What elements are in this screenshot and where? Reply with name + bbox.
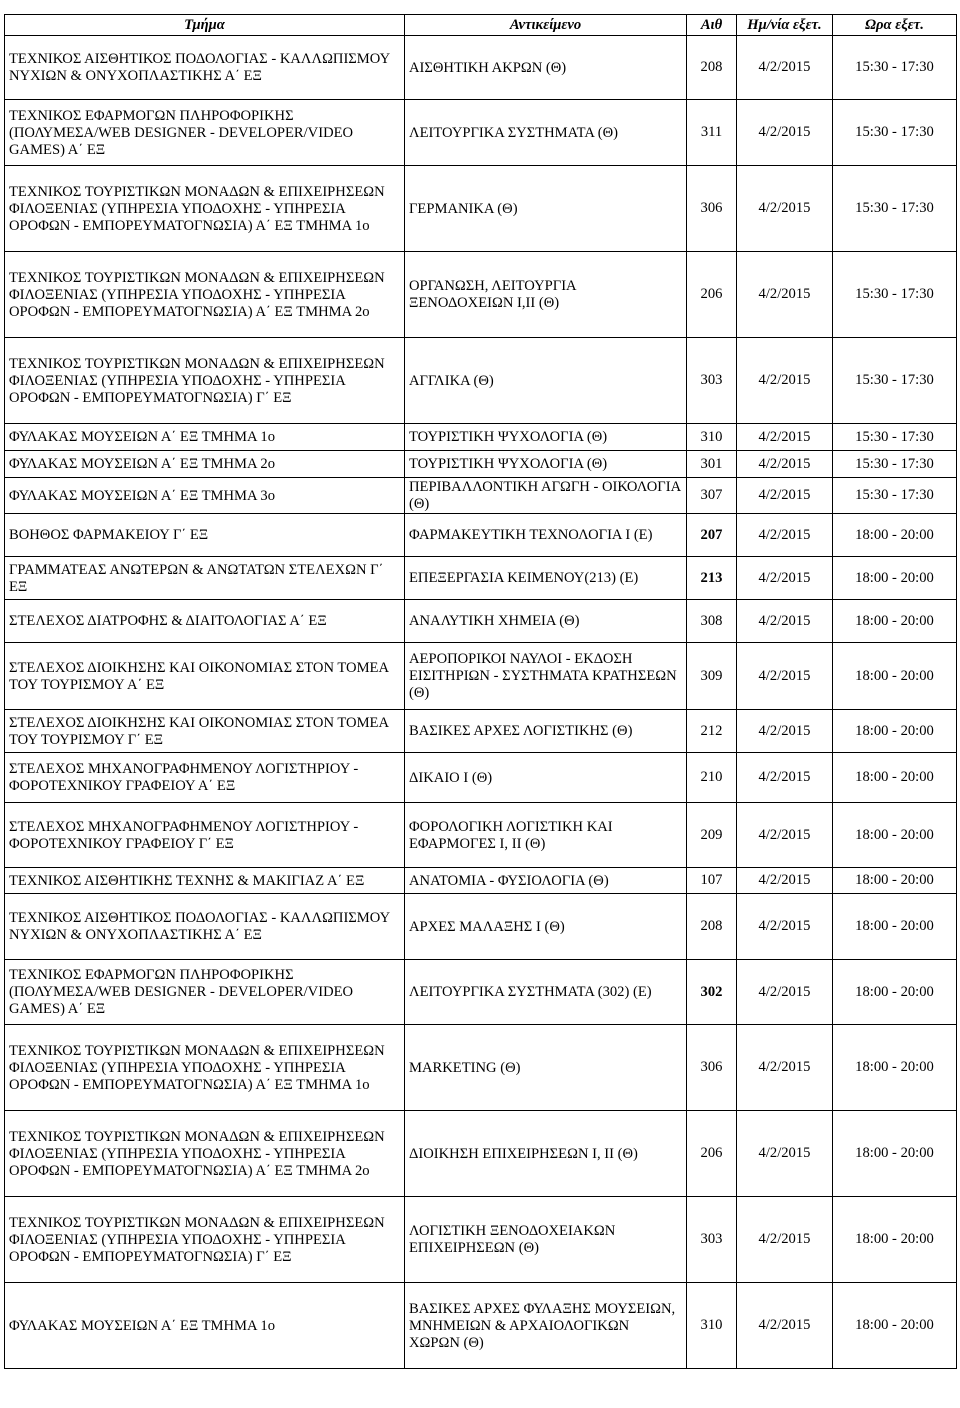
table-row bbox=[5, 514, 957, 557]
cell-subject: ΠΕΡΙΒΑΛΛΟΝΤΙΚΗ ΑΓΩΓΗ - ΟΙΚΟΛΟΓΙΑ (Θ) bbox=[405, 478, 687, 514]
table-row bbox=[5, 1025, 957, 1111]
cell-date: 4/2/2015 bbox=[737, 960, 833, 1025]
table-row bbox=[5, 166, 957, 252]
cell-department: ΤΕΧΝΙΚΟΣ ΤΟΥΡΙΣΤΙΚΩΝ ΜΟΝΑΔΩΝ & ΕΠΙΧΕΙΡΗΣΕΩΝ ΦΙΛΟΞΕΝΙΑΣ (ΥΠΗΡΕΣΙΑ ΥΠΟΔΟΧΗΣ - ΥΠΗΡΕΣΙΑ ΟΡΟΦΩΝ - ΕΜΠΟΡΕΥΜΑΤΟΓΝΩΣΙΑ) Γ΄ ΕΞ bbox=[5, 1197, 405, 1283]
table-body bbox=[5, 36, 957, 1369]
cell-date: 4/2/2015 bbox=[737, 868, 833, 894]
cell-time: 18:00 - 20:00 bbox=[833, 960, 957, 1025]
cell-department: ΓΡΑΜΜΑΤΕΑΣ ΑΝΩΤΕΡΩΝ & ΑΝΩΤΑΤΩΝ ΣΤΕΛΕΧΩΝ Γ΄ ΕΞ bbox=[5, 557, 405, 600]
cell-department: ΣΤΕΛΕΧΟΣ ΔΙΟΙΚΗΣΗΣ ΚΑΙ ΟΙΚΟΝΟΜΙΑΣ ΣΤΟΝ ΤΟΜΕΑ ΤΟΥ ΤΟΥΡΙΣΜΟΥ Α΄ ΕΞ bbox=[5, 643, 405, 710]
cell-department: ΣΤΕΛΕΧΟΣ ΜΗΧΑΝΟΓΡΑΦΗΜΕΝΟΥ ΛΟΓΙΣΤΗΡΙΟΥ - ΦΟΡΟΤΕΧΝΙΚΟΥ ΓΡΑΦΕΙΟΥ Γ΄ ΕΞ bbox=[5, 803, 405, 868]
cell-subject: ΑΝΑΛΥΤΙΚΗ ΧΗΜΕΙΑ (Θ) bbox=[405, 600, 687, 643]
cell-room: 303 bbox=[687, 338, 737, 424]
cell-time: 15:30 - 17:30 bbox=[833, 478, 957, 514]
table-row bbox=[5, 643, 957, 710]
header-time: Ωρα εξετ. bbox=[833, 15, 957, 36]
cell-department: ΦΥΛΑΚΑΣ ΜΟΥΣΕΙΩΝ Α΄ ΕΞ ΤΜΗΜΑ 2ο bbox=[5, 451, 405, 478]
cell-subject: ΤΟΥΡΙΣΤΙΚΗ ΨΥΧΟΛΟΓΙΑ (Θ) bbox=[405, 451, 687, 478]
cell-room: 213 bbox=[687, 557, 737, 600]
cell-subject: ΓΕΡΜΑΝΙΚΑ (Θ) bbox=[405, 166, 687, 252]
table-row bbox=[5, 557, 957, 600]
table-row bbox=[5, 960, 957, 1025]
table-row bbox=[5, 894, 957, 960]
cell-subject: ΔΙΟΙΚΗΣΗ ΕΠΙΧΕΙΡΗΣΕΩΝ Ι, ΙΙ (Θ) bbox=[405, 1111, 687, 1197]
table-row bbox=[5, 1197, 957, 1283]
table-row bbox=[5, 424, 957, 451]
cell-date: 4/2/2015 bbox=[737, 100, 833, 166]
table-row bbox=[5, 338, 957, 424]
cell-subject: ΔΙΚΑΙΟ Ι (Θ) bbox=[405, 753, 687, 803]
cell-time: 18:00 - 20:00 bbox=[833, 753, 957, 803]
cell-time: 18:00 - 20:00 bbox=[833, 557, 957, 600]
table-row bbox=[5, 710, 957, 753]
cell-date: 4/2/2015 bbox=[737, 1283, 833, 1369]
cell-subject: ΕΠΕΞΕΡΓΑΣΙΑ ΚΕΙΜΕΝΟΥ(213) (Ε) bbox=[405, 557, 687, 600]
table-row bbox=[5, 100, 957, 166]
exam-schedule-table bbox=[4, 14, 957, 1369]
cell-date: 4/2/2015 bbox=[737, 753, 833, 803]
cell-department: ΤΕΧΝΙΚΟΣ ΤΟΥΡΙΣΤΙΚΩΝ ΜΟΝΑΔΩΝ & ΕΠΙΧΕΙΡΗΣΕΩΝ ΦΙΛΟΞΕΝΙΑΣ (ΥΠΗΡΕΣΙΑ ΥΠΟΔΟΧΗΣ - ΥΠΗΡΕΣΙΑ ΟΡΟΦΩΝ - ΕΜΠΟΡΕΥΜΑΤΟΓΝΩΣΙΑ) Α΄ ΕΞ ΤΜΗΜΑ 2ο bbox=[5, 1111, 405, 1197]
cell-subject: ΑΡΧΕΣ ΜΑΛΑΞΗΣ Ι (Θ) bbox=[405, 894, 687, 960]
cell-date: 4/2/2015 bbox=[737, 166, 833, 252]
table-row bbox=[5, 868, 957, 894]
cell-subject: ΑΙΣΘΗΤΙΚΗ ΑΚΡΩΝ (Θ) bbox=[405, 36, 687, 100]
cell-time: 18:00 - 20:00 bbox=[833, 1197, 957, 1283]
cell-room: 301 bbox=[687, 451, 737, 478]
cell-department: ΤΕΧΝΙΚΟΣ ΕΦΑΡΜΟΓΩΝ ΠΛΗΡΟΦΟΡΙΚΗΣ (ΠΟΛΥΜΕΣΑ/WEB DESIGNER - DEVELOPER/VIDEO GAMES) Α΄ ΕΞ bbox=[5, 100, 405, 166]
cell-department: ΦΥΛΑΚΑΣ ΜΟΥΣΕΙΩΝ Α΄ ΕΞ ΤΜΗΜΑ 1ο bbox=[5, 1283, 405, 1369]
cell-time: 15:30 - 17:30 bbox=[833, 451, 957, 478]
cell-subject: ΛΕΙΤΟΥΡΓΙΚΑ ΣΥΣΤΗΜΑΤΑ (Θ) bbox=[405, 100, 687, 166]
table-row bbox=[5, 600, 957, 643]
table-row bbox=[5, 1111, 957, 1197]
cell-date: 4/2/2015 bbox=[737, 252, 833, 338]
cell-room: 208 bbox=[687, 894, 737, 960]
cell-date: 4/2/2015 bbox=[737, 803, 833, 868]
cell-date: 4/2/2015 bbox=[737, 451, 833, 478]
cell-room: 207 bbox=[687, 514, 737, 557]
cell-date: 4/2/2015 bbox=[737, 514, 833, 557]
cell-room: 302 bbox=[687, 960, 737, 1025]
cell-time: 15:30 - 17:30 bbox=[833, 166, 957, 252]
cell-time: 15:30 - 17:30 bbox=[833, 424, 957, 451]
cell-room: 310 bbox=[687, 1283, 737, 1369]
cell-department: ΤΕΧΝΙΚΟΣ ΤΟΥΡΙΣΤΙΚΩΝ ΜΟΝΑΔΩΝ & ΕΠΙΧΕΙΡΗΣΕΩΝ ΦΙΛΟΞΕΝΙΑΣ (ΥΠΗΡΕΣΙΑ ΥΠΟΔΟΧΗΣ - ΥΠΗΡΕΣΙΑ ΟΡΟΦΩΝ - ΕΜΠΟΡΕΥΜΑΤΟΓΝΩΣΙΑ) Α΄ ΕΞ ΤΜΗΜΑ 1ο bbox=[5, 166, 405, 252]
cell-department: ΦΥΛΑΚΑΣ ΜΟΥΣΕΙΩΝ Α΄ ΕΞ ΤΜΗΜΑ 3ο bbox=[5, 478, 405, 514]
cell-room: 311 bbox=[687, 100, 737, 166]
cell-room: 206 bbox=[687, 1111, 737, 1197]
cell-time: 18:00 - 20:00 bbox=[833, 868, 957, 894]
header-subject: Αντικείμενο bbox=[405, 15, 687, 36]
cell-date: 4/2/2015 bbox=[737, 557, 833, 600]
cell-department: ΒΟΗΘΟΣ ΦΑΡΜΑΚΕΙΟΥ Γ΄ ΕΞ bbox=[5, 514, 405, 557]
cell-department: ΤΕΧΝΙΚΟΣ ΑΙΣΘΗΤΙΚΟΣ ΠΟΔΟΛΟΓΙΑΣ - ΚΑΛΛΩΠΙΣΜΟΥ ΝΥΧΙΩΝ & ΟΝΥΧΟΠΛΑΣΤΙΚΗΣ Α΄ ΕΞ bbox=[5, 36, 405, 100]
table-header-row bbox=[5, 15, 957, 36]
cell-subject: ΒΑΣΙΚΕΣ ΑΡΧΕΣ ΦΥΛΑΞΗΣ ΜΟΥΣΕΙΩΝ, ΜΝΗΜΕΙΩΝ & ΑΡΧΑΙΟΛΟΓΙΚΩΝ ΧΩΡΩΝ (Θ) bbox=[405, 1283, 687, 1369]
table-row bbox=[5, 252, 957, 338]
cell-subject: ΒΑΣΙΚΕΣ ΑΡΧΕΣ ΛΟΓΙΣΤΙΚΗΣ (Θ) bbox=[405, 710, 687, 753]
header-department: Τμήμα bbox=[5, 15, 405, 36]
cell-department: ΤΕΧΝΙΚΟΣ ΕΦΑΡΜΟΓΩΝ ΠΛΗΡΟΦΟΡΙΚΗΣ (ΠΟΛΥΜΕΣΑ/WEB DESIGNER - DEVELOPER/VIDEO GAMES) Α΄ ΕΞ bbox=[5, 960, 405, 1025]
cell-department: ΦΥΛΑΚΑΣ ΜΟΥΣΕΙΩΝ Α΄ ΕΞ ΤΜΗΜΑ 1ο bbox=[5, 424, 405, 451]
cell-room: 212 bbox=[687, 710, 737, 753]
table-row bbox=[5, 753, 957, 803]
cell-date: 4/2/2015 bbox=[737, 36, 833, 100]
table-row bbox=[5, 1283, 957, 1369]
cell-time: 18:00 - 20:00 bbox=[833, 1283, 957, 1369]
cell-date: 4/2/2015 bbox=[737, 600, 833, 643]
cell-time: 18:00 - 20:00 bbox=[833, 1025, 957, 1111]
cell-date: 4/2/2015 bbox=[737, 1197, 833, 1283]
cell-room: 209 bbox=[687, 803, 737, 868]
cell-subject: ΦΟΡΟΛΟΓΙΚΗ ΛΟΓΙΣΤΙΚΗ ΚΑΙ ΕΦΑΡΜΟΓΕΣ Ι, ΙΙ (Θ) bbox=[405, 803, 687, 868]
cell-date: 4/2/2015 bbox=[737, 710, 833, 753]
cell-date: 4/2/2015 bbox=[737, 643, 833, 710]
cell-room: 208 bbox=[687, 36, 737, 100]
cell-department: ΤΕΧΝΙΚΟΣ ΑΙΣΘΗΤΙΚΗΣ ΤΕΧΝΗΣ & ΜΑΚΙΓΙΑΖ Α΄ ΕΞ bbox=[5, 868, 405, 894]
table-row bbox=[5, 36, 957, 100]
cell-date: 4/2/2015 bbox=[737, 338, 833, 424]
cell-subject: ΦΑΡΜΑΚΕΥΤΙΚΗ ΤΕΧΝΟΛΟΓΙΑ Ι (Ε) bbox=[405, 514, 687, 557]
cell-time: 15:30 - 17:30 bbox=[833, 36, 957, 100]
cell-room: 206 bbox=[687, 252, 737, 338]
cell-room: 307 bbox=[687, 478, 737, 514]
cell-room: 310 bbox=[687, 424, 737, 451]
table-row bbox=[5, 478, 957, 514]
cell-room: 306 bbox=[687, 166, 737, 252]
cell-time: 18:00 - 20:00 bbox=[833, 643, 957, 710]
cell-room: 303 bbox=[687, 1197, 737, 1283]
cell-time: 18:00 - 20:00 bbox=[833, 803, 957, 868]
cell-date: 4/2/2015 bbox=[737, 1111, 833, 1197]
cell-subject: ΛΟΓΙΣΤΙΚΗ ΞΕΝΟΔΟΧΕΙΑΚΩΝ ΕΠΙΧΕΙΡΗΣΕΩΝ (Θ) bbox=[405, 1197, 687, 1283]
cell-time: 15:30 - 17:30 bbox=[833, 338, 957, 424]
cell-time: 18:00 - 20:00 bbox=[833, 600, 957, 643]
cell-department: ΣΤΕΛΕΧΟΣ ΔΙΟΙΚΗΣΗΣ ΚΑΙ ΟΙΚΟΝΟΜΙΑΣ ΣΤΟΝ ΤΟΜΕΑ ΤΟΥ ΤΟΥΡΙΣΜΟΥ Γ΄ ΕΞ bbox=[5, 710, 405, 753]
cell-department: ΤΕΧΝΙΚΟΣ ΤΟΥΡΙΣΤΙΚΩΝ ΜΟΝΑΔΩΝ & ΕΠΙΧΕΙΡΗΣΕΩΝ ΦΙΛΟΞΕΝΙΑΣ (ΥΠΗΡΕΣΙΑ ΥΠΟΔΟΧΗΣ - ΥΠΗΡΕΣΙΑ ΟΡΟΦΩΝ - ΕΜΠΟΡΕΥΜΑΤΟΓΝΩΣΙΑ) Α΄ ΕΞ ΤΜΗΜΑ 1ο bbox=[5, 1025, 405, 1111]
cell-subject: ΑΓΓΛΙΚΑ (Θ) bbox=[405, 338, 687, 424]
cell-department: ΤΕΧΝΙΚΟΣ ΤΟΥΡΙΣΤΙΚΩΝ ΜΟΝΑΔΩΝ & ΕΠΙΧΕΙΡΗΣΕΩΝ ΦΙΛΟΞΕΝΙΑΣ (ΥΠΗΡΕΣΙΑ ΥΠΟΔΟΧΗΣ - ΥΠΗΡΕΣΙΑ ΟΡΟΦΩΝ - ΕΜΠΟΡΕΥΜΑΤΟΓΝΩΣΙΑ) Γ΄ ΕΞ bbox=[5, 338, 405, 424]
cell-subject: ΑΝΑΤΟΜΙΑ - ΦΥΣΙΟΛΟΓΙΑ (Θ) bbox=[405, 868, 687, 894]
cell-subject: ΟΡΓΑΝΩΣΗ, ΛΕΙΤΟΥΡΓΙΑ ΞΕΝΟΔΟΧΕΙΩΝ Ι,ΙΙ (Θ) bbox=[405, 252, 687, 338]
cell-subject: ΤΟΥΡΙΣΤΙΚΗ ΨΥΧΟΛΟΓΙΑ (Θ) bbox=[405, 424, 687, 451]
cell-time: 18:00 - 20:00 bbox=[833, 1111, 957, 1197]
cell-date: 4/2/2015 bbox=[737, 424, 833, 451]
cell-time: 18:00 - 20:00 bbox=[833, 514, 957, 557]
table-row bbox=[5, 803, 957, 868]
cell-time: 15:30 - 17:30 bbox=[833, 252, 957, 338]
cell-department: ΤΕΧΝΙΚΟΣ ΑΙΣΘΗΤΙΚΟΣ ΠΟΔΟΛΟΓΙΑΣ - ΚΑΛΛΩΠΙΣΜΟΥ ΝΥΧΙΩΝ & ΟΝΥΧΟΠΛΑΣΤΙΚΗΣ Α΄ ΕΞ bbox=[5, 894, 405, 960]
cell-time: 18:00 - 20:00 bbox=[833, 710, 957, 753]
header-room: Αιθ bbox=[687, 15, 737, 36]
cell-room: 309 bbox=[687, 643, 737, 710]
cell-subject: MARKETING (Θ) bbox=[405, 1025, 687, 1111]
cell-subject: ΛΕΙΤΟΥΡΓΙΚΑ ΣΥΣΤΗΜΑΤΑ (302) (Ε) bbox=[405, 960, 687, 1025]
cell-room: 306 bbox=[687, 1025, 737, 1111]
cell-date: 4/2/2015 bbox=[737, 478, 833, 514]
cell-subject: ΑΕΡΟΠΟΡΙΚΟΙ ΝΑΥΛΟΙ - ΕΚΔΟΣΗ ΕΙΣΙΤΗΡΙΩΝ - ΣΥΣΤΗΜΑΤΑ ΚΡΑΤΗΣΕΩΝ (Θ) bbox=[405, 643, 687, 710]
cell-date: 4/2/2015 bbox=[737, 894, 833, 960]
cell-time: 15:30 - 17:30 bbox=[833, 100, 957, 166]
cell-time: 18:00 - 20:00 bbox=[833, 894, 957, 960]
cell-room: 107 bbox=[687, 868, 737, 894]
cell-department: ΣΤΕΛΕΧΟΣ ΜΗΧΑΝΟΓΡΑΦΗΜΕΝΟΥ ΛΟΓΙΣΤΗΡΙΟΥ - ΦΟΡΟΤΕΧΝΙΚΟΥ ΓΡΑΦΕΙΟΥ Α΄ ΕΞ bbox=[5, 753, 405, 803]
cell-room: 308 bbox=[687, 600, 737, 643]
cell-room: 210 bbox=[687, 753, 737, 803]
table-row bbox=[5, 451, 957, 478]
exam-schedule-document bbox=[4, 14, 956, 1369]
cell-date: 4/2/2015 bbox=[737, 1025, 833, 1111]
cell-department: ΣΤΕΛΕΧΟΣ ΔΙΑΤΡΟΦΗΣ & ΔΙΑΙΤΟΛΟΓΙΑΣ Α΄ ΕΞ bbox=[5, 600, 405, 643]
header-date: Ημ/νία εξετ. bbox=[737, 15, 833, 36]
cell-department: ΤΕΧΝΙΚΟΣ ΤΟΥΡΙΣΤΙΚΩΝ ΜΟΝΑΔΩΝ & ΕΠΙΧΕΙΡΗΣΕΩΝ ΦΙΛΟΞΕΝΙΑΣ (ΥΠΗΡΕΣΙΑ ΥΠΟΔΟΧΗΣ - ΥΠΗΡΕΣΙΑ ΟΡΟΦΩΝ - ΕΜΠΟΡΕΥΜΑΤΟΓΝΩΣΙΑ) Α΄ ΕΞ ΤΜΗΜΑ 2ο bbox=[5, 252, 405, 338]
